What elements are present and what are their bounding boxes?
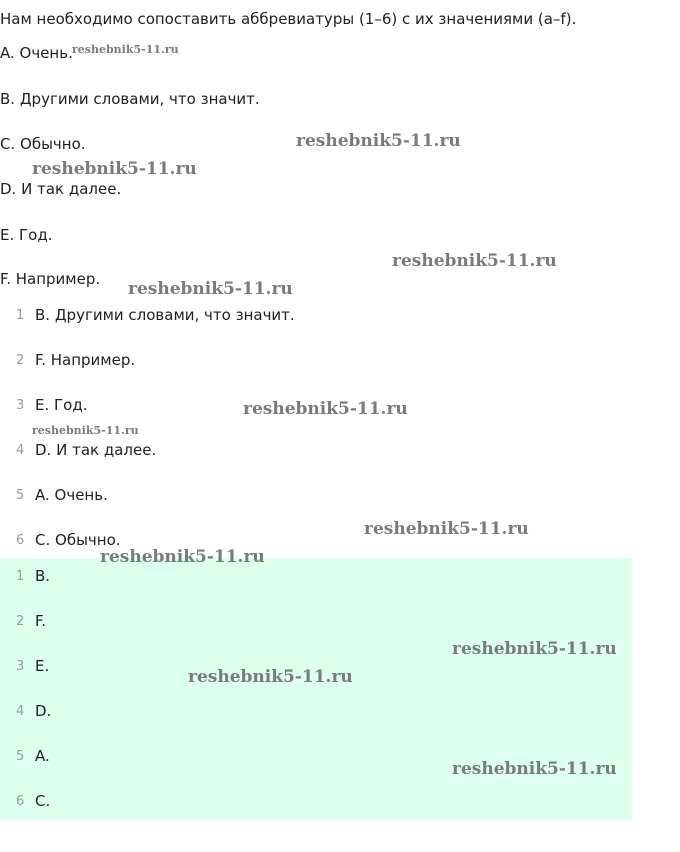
- list-item: [0, 306, 632, 326]
- item-text: E. Год.: [35, 396, 88, 414]
- answer-panel: [0, 558, 632, 820]
- answer-number: 4: [16, 704, 25, 719]
- watermark: reshebnik5-11.ru: [188, 667, 353, 687]
- watermark: reshebnik5-11.ru: [32, 159, 197, 179]
- answer-letter: F.: [35, 612, 46, 630]
- answer-letter: C.: [35, 792, 51, 810]
- watermark: reshebnik5-11.ru: [128, 279, 293, 299]
- answer-number: 5: [16, 749, 25, 764]
- watermark: reshebnik5-11.ru: [100, 547, 265, 567]
- answer-number: 1: [16, 569, 25, 584]
- answer-row: [0, 792, 632, 812]
- item-text: C. Обычно.: [35, 531, 121, 549]
- item-text: F. Например.: [35, 351, 136, 369]
- item-number: 3: [16, 398, 25, 413]
- item-number: 2: [16, 353, 25, 368]
- option-e: E. Год.: [0, 226, 53, 244]
- watermark: reshebnik5-11.ru: [32, 424, 139, 437]
- watermark: reshebnik5-11.ru: [243, 399, 408, 419]
- item-text: B. Другими словами, что значит.: [35, 306, 295, 324]
- item-number: 1: [16, 308, 25, 323]
- watermark: reshebnik5-11.ru: [364, 519, 529, 539]
- answer-letter: A.: [35, 747, 50, 765]
- watermark: reshebnik5-11.ru: [452, 759, 617, 779]
- option-a: A. Очень.: [0, 44, 73, 62]
- watermark: reshebnik5-11.ru: [392, 251, 557, 271]
- answer-row: [0, 612, 632, 632]
- item-number: 4: [16, 443, 25, 458]
- answer-letter: E.: [35, 657, 50, 675]
- option-f: F. Например.: [0, 270, 101, 288]
- answer-number: 6: [16, 794, 25, 809]
- option-b: B. Другими словами, что значит.: [0, 90, 260, 108]
- watermark: reshebnik5-11.ru: [296, 131, 461, 151]
- answer-letter: D.: [35, 702, 52, 720]
- task-intro: Нам необходимо сопоставить аббревиатуры (1–6) с их значениями (a–f).: [0, 10, 577, 28]
- item-number: 5: [16, 488, 25, 503]
- option-d: D. И так далее.: [0, 180, 122, 198]
- list-item: [0, 531, 632, 551]
- list-item: [0, 486, 632, 506]
- answer-number: 2: [16, 614, 25, 629]
- item-text: A. Очень.: [35, 486, 108, 504]
- list-item: [0, 441, 632, 461]
- answer-row: [0, 567, 632, 587]
- item-text: D. И так далее.: [35, 441, 157, 459]
- option-c: C. Обычно.: [0, 135, 86, 153]
- answer-letter: B.: [35, 567, 51, 585]
- answer-number: 3: [16, 659, 25, 674]
- list-item: [0, 351, 632, 371]
- watermark: reshebnik5-11.ru: [452, 639, 617, 659]
- item-number: 6: [16, 533, 25, 548]
- answer-row: [0, 702, 632, 722]
- watermark: reshebnik5-11.ru: [72, 43, 179, 56]
